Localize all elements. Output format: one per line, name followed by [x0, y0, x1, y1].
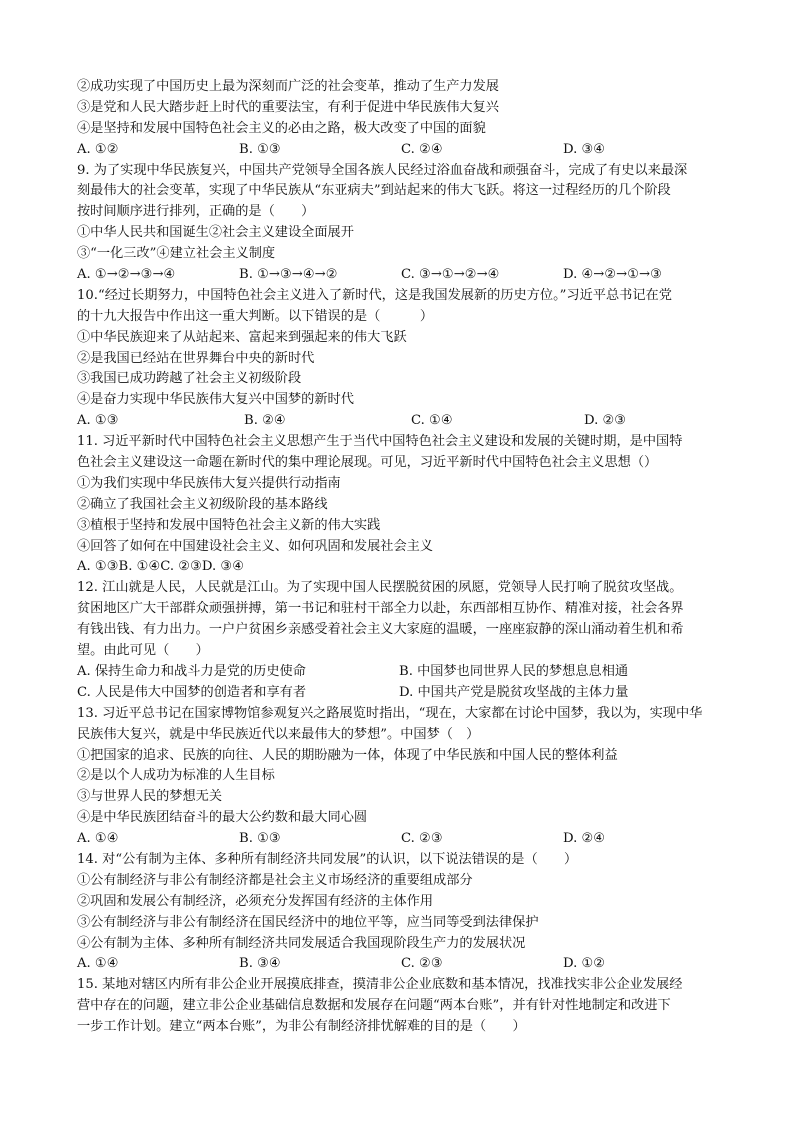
q12-stem-line: 贫困地区广大干部群众顽强拼搏，第一书记和驻村干部全力以赴，东西部相互协作、精准对接，社会各界: [77, 601, 684, 617]
q10-item: ④是奋力实现中华民族伟大复兴中国梦的新时代: [77, 392, 354, 408]
option-a: A. ①④: [77, 831, 119, 847]
q10-stem-line: 10.“经过长期努力，中国特色社会主义进入了新时代，这是我国发展新的历史方位。”习近平总书记在党: [77, 287, 672, 303]
question-12: [77, 578, 727, 703]
question-15: [77, 975, 727, 1038]
q14-item: ③公有制经济与非公有制经济在国民经济中的地位平等，应当同等受到法律保护: [77, 914, 539, 930]
option-a: A. ①②: [77, 141, 119, 157]
q15-stem-line: 营中存在的问题，建立非公企业基础信息数据和发展存在问题“两本台账”，并有针对性地制定和改进下: [77, 998, 671, 1014]
option-b: B. ①③: [239, 141, 281, 157]
option-d: D. ①②: [563, 956, 606, 972]
q9-item: ①中华人民共和国诞生②社会主义建设全面展开: [77, 225, 354, 241]
q11-item: ②确立了我国社会主义初级阶段的基本路线: [77, 496, 328, 512]
q14-item: ④公有制为主体、多种所有制经济共同发展适合我国现阶段生产力的发展状况: [77, 935, 526, 951]
q9-stem-line: 刻最伟大的社会变革，实现了中华民族从“东亚病夫”到站起来的伟大飞跃。将这一过程经历的几个阶段: [77, 183, 671, 199]
q14-options: [77, 954, 727, 975]
q13-stem-line: 13. 习近平总书记在国家博物馆参观复兴之路展览时指出，“现在，大家都在讨论中国梦，我以为，实现中华: [77, 705, 703, 721]
q14-stem-line: 14. 对“公有制为主体、多种所有制经济共同发展”的认识，以下说法错误的是（ ）: [77, 851, 578, 867]
q11-item: ③植根于坚持和发展中国特色社会主义新的伟大实践: [77, 517, 381, 533]
exam-page: [77, 77, 727, 1038]
option-a: A. ①③: [77, 413, 119, 429]
option-d: D. ②③: [584, 413, 627, 429]
option-a: A. 保持生命力和战斗力是党的历史使命: [77, 663, 306, 679]
q9-item: ③“一化三改”④建立社会主义制度: [77, 246, 276, 262]
option-d: D. ②④: [563, 831, 606, 847]
q10-item: ①中华民族迎来了从站起来、富起来到强起来的伟大飞跃: [77, 329, 407, 345]
q9-options: [77, 265, 727, 286]
q14-item: ②巩固和发展公有制经济，必须充分发挥国有经济的主体作用: [77, 893, 434, 909]
question-14: [77, 850, 727, 975]
q12-stem-line: 望。由此可见（ ）: [77, 643, 209, 659]
q8-options: [77, 140, 727, 161]
q11-stem-line: 11. 习近平新时代中国特色社会主义思想产生于当代中国特色社会主义建设和发展的关键时期，是中国特: [77, 434, 683, 450]
q13-item: ③与世界人民的梦想无关: [77, 789, 223, 805]
q13-stem-line: 民族伟大复兴，就是中华民族近代以来最伟大的梦想”。中国梦（ ）: [77, 726, 480, 742]
option-c: C. ①④: [411, 413, 453, 429]
option-c: C. ②④: [401, 141, 443, 157]
q9-stem-line: 9. 为了实现中华民族复兴，中国共产党领导全国各族人民经过浴血奋战和顽强奋斗，完成了有史以来最深: [77, 162, 688, 178]
option-c: C. 人民是伟大中国梦的创造者和享有者: [77, 684, 307, 700]
option-c: C. ②③: [401, 956, 443, 972]
q15-stem-line: 15. 某地对辖区内所有非公企业开展摸底排查，摸清非公企业底数和基本情况，找准找实非公企业发展经: [77, 977, 683, 993]
q13-item: ①把国家的追求、民族的向往、人民的期盼融为一体，体现了中华民族和中国人民的整体利益: [77, 747, 618, 763]
q12-stem-line: 12. 江山就是人民，人民就是江山。为了实现中国人民摆脱贫困的夙愿，党领导人民打响了脱贫攻坚战。: [77, 580, 683, 596]
q8-item-3: ③是党和人民大踏步赶上时代的重要法宝，有利于促进中华民族伟大复兴: [77, 99, 499, 115]
option-b: B. ①→③→④→②: [239, 267, 338, 283]
q10-options: [77, 411, 727, 432]
option-a: A. ①→②→③→④: [77, 267, 176, 283]
option-b: B. ②④: [244, 413, 286, 429]
question-10: [77, 286, 727, 432]
option-d: D. ④→②→①→③: [563, 267, 662, 283]
question-9: [77, 161, 727, 286]
q13-item: ④是中华民族团结奋斗的最大公约数和最大同心圆: [77, 810, 368, 826]
q15-stem-line: 一步工作计划。建立“两本台账”，为非公有制经济排忧解难的目的是（ ）: [77, 1019, 526, 1035]
q13-item: ②是以个人成功为标准的人生目标: [77, 768, 275, 784]
q12-options-row: [77, 662, 727, 683]
option-d: D. ③④: [563, 141, 606, 157]
option-a: A. ①④: [77, 956, 119, 972]
q12-stem-line: 有钱出钱、有力出力。一户户贫困乡亲感受着社会主义大家庭的温暖，一座座寂静的深山涌动着生机和希: [77, 622, 684, 638]
option-c: C. ②③: [401, 831, 443, 847]
q8-continuation: [77, 77, 727, 161]
q14-item: ①公有制经济与非公有制经济都是社会主义市场经济的重要组成部分: [77, 872, 473, 888]
q10-stem-line: 的十九大报告中作出这一重大判断。以下错误的是（ ）: [77, 308, 434, 324]
question-13: [77, 704, 727, 850]
q11-stem-line: 色社会主义建设这一命题在新时代的集中理论展现。可见，习近平新时代中国特色社会主义思想（）: [77, 455, 658, 471]
q13-options: [77, 829, 727, 850]
q9-stem-line: 按时间顺序进行排列，正确的是（ ）: [77, 204, 315, 220]
q11-item: ①为我们实现中华民族伟大复兴提供行动指南: [77, 475, 341, 491]
option-d: D. 中国共产党是脱贫攻坚战的主体力量: [399, 684, 629, 700]
q11-options: A. ①③B. ①④C. ②③D. ③④: [77, 559, 245, 575]
option-c: C. ③→①→②→④: [401, 267, 500, 283]
q12-options-row: [77, 683, 727, 704]
question-11: [77, 432, 727, 578]
q8-item-2: ②成功实现了中国历史上最为深刻而广泛的社会变革，推动了生产力发展: [77, 79, 499, 94]
option-b: B. ③④: [239, 956, 281, 972]
q10-item: ②是我国已经站在世界舞台中央的新时代: [77, 350, 315, 366]
q8-item-4: ④是坚持和发展中国特色社会主义的必由之路，极大改变了中国的面貌: [77, 120, 486, 136]
q11-item: ④回答了如何在中国建设社会主义、如何巩固和发展社会主义: [77, 538, 434, 554]
q10-item: ③我国已成功跨越了社会主义初级阶段: [77, 371, 302, 387]
option-b: B. ①③: [239, 831, 281, 847]
option-b: B. 中国梦也同世界人民的梦想息息相通: [399, 663, 629, 679]
